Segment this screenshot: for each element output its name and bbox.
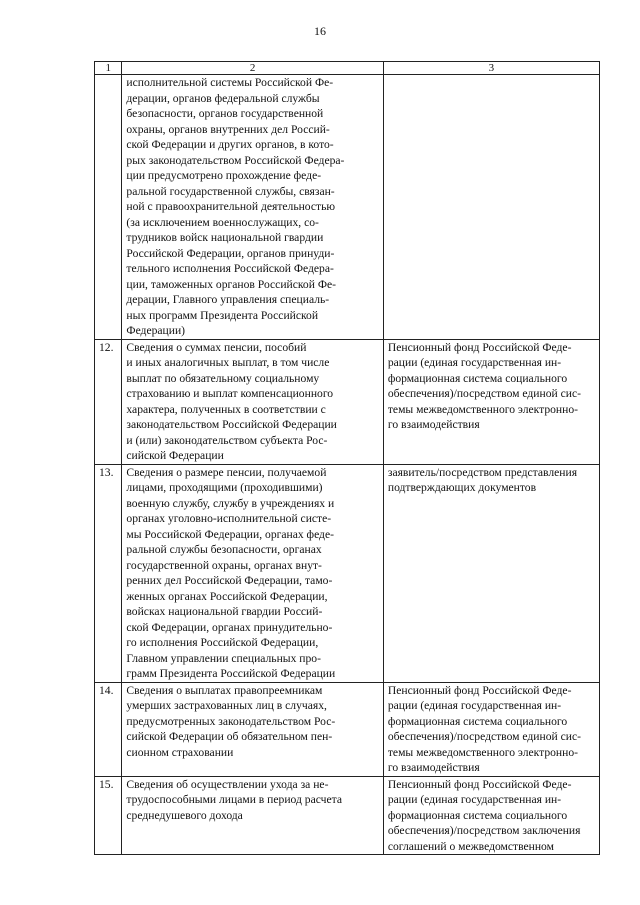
text-line: темы межведомственного электронно- <box>387 745 578 759</box>
document-table <box>94 61 600 855</box>
text-line: дерации, Главного управления специаль- <box>126 293 330 306</box>
text-line: сийской Федерации об обязательном пен- <box>126 730 333 743</box>
header-col-3: 3 <box>383 62 599 75</box>
text-line: Сведения о выплатах правопреемникам <box>126 683 323 697</box>
text-line: ции, таможенных органов Российской Фе- <box>126 277 336 291</box>
text-line: Российской Федерации, органов принуди- <box>126 246 335 260</box>
text-line: органах уголовно-исполнительной систе- <box>126 512 332 525</box>
text-line: ции предусмотрено прохождение феде- <box>126 169 322 182</box>
row-source-cell <box>383 464 599 682</box>
text-line: го взаимодействия <box>387 761 480 774</box>
text-line: страхованию и выплат компенсационного <box>126 387 334 400</box>
text-line: Пенсионный фонд Российской Феде- <box>387 683 572 697</box>
text-line: выплат по обязательному социальному <box>126 371 320 385</box>
text-line: предусмотренных законодательством Рос- <box>126 714 336 728</box>
text-line: Сведения о суммах пенсии, пособий <box>126 340 307 354</box>
text-line: и (или) законодательством субъекта Рос- <box>126 433 328 447</box>
text-line: обеспечения)/посредством единой сис- <box>387 387 581 400</box>
row-information-cell <box>122 682 383 776</box>
text-line: обеспечения)/посредством единой сис- <box>387 730 581 743</box>
table-row <box>95 776 600 855</box>
text-line: характера, полученных в соответствии с <box>126 402 326 416</box>
text-line: рации (единая государственная ин- <box>387 356 562 369</box>
text-line: военную службу, службу в учреждениях и <box>126 496 335 510</box>
text-line: го взаимодействия <box>387 418 480 431</box>
text-line: ных программ Президента Российской <box>126 308 319 322</box>
text-line: темы межведомственного электронно- <box>387 402 578 416</box>
text-line: государственной охраны, органах внут- <box>126 558 322 572</box>
row-number: 13. <box>95 464 122 682</box>
row-source-cell <box>383 75 599 340</box>
text-line: грамм Президента Российской Федерации <box>126 667 336 680</box>
text-line: рых законодательством Российской Федера- <box>126 153 345 167</box>
text-line: лицами, проходящими (проходившими) <box>126 481 323 494</box>
text-line: формационная система социального <box>387 714 568 728</box>
row-number: 12. <box>95 339 122 464</box>
row-number <box>95 75 122 340</box>
text-line: законодательством Российской Федерации <box>126 418 337 431</box>
text-line: тельного исполнения Российской Федера- <box>126 262 334 275</box>
table-row <box>95 464 600 682</box>
text-line: ренних дел Российской Федерации, тамо- <box>126 574 333 587</box>
text-line: ской Федерации, органах принудительно- <box>126 620 333 634</box>
text-line: обеспечения)/посредством заключения <box>387 824 581 837</box>
row-source-cell <box>383 776 599 855</box>
text-line: Федерации) <box>126 324 186 337</box>
text-line: Пенсионный фонд Российской Феде- <box>387 777 572 791</box>
text-line: сийской Федерации <box>126 449 224 462</box>
text-line: ной с правоохранительной деятельностью <box>126 200 336 213</box>
text-line: рации (единая государственная ин- <box>387 793 562 806</box>
text-line: соглашений о межведомственном <box>387 839 554 853</box>
row-information-cell <box>122 464 383 682</box>
text-line: безопасности, органов государственной <box>126 107 324 120</box>
text-line: заявитель/посредством представления <box>387 465 578 479</box>
text-line: трудоспособными лицами в период расчета <box>126 793 342 806</box>
text-line: трудников войск национальной гвардии <box>126 231 324 244</box>
text-line: сионном страховании <box>126 745 234 759</box>
text-line: Пенсионный фонд Российской Феде- <box>387 340 572 354</box>
row-number: 14. <box>95 682 122 776</box>
text-line: и иных аналогичных выплат, в том числе <box>126 356 330 369</box>
table-row <box>95 339 600 464</box>
header-col-1: 1 <box>95 62 122 75</box>
text-line: ральной службы безопасности, органах <box>126 543 322 556</box>
text-line: (за исключением военнослужащих, со- <box>126 215 319 229</box>
text-line: войсках национальной гвардии Россий- <box>126 605 323 618</box>
table-header-row <box>95 62 600 75</box>
text-line: подтверждающих документов <box>387 481 537 494</box>
row-information-cell <box>122 339 383 464</box>
row-information-cell <box>122 75 383 340</box>
text-line: женных органах Российской Федерации, <box>126 589 328 603</box>
row-source-cell <box>383 339 599 464</box>
text-line: дерации, органов федеральной службы <box>126 91 320 105</box>
text-line: мы Российской Федерации, органах феде- <box>126 527 334 541</box>
text-line: ральной государственной службы, связан- <box>126 184 335 198</box>
text-line: исполнительной системы Российской Фе- <box>126 76 334 89</box>
text-line: го исполнения Российской Федерации, <box>126 636 319 649</box>
row-number: 15. <box>95 776 122 855</box>
text-line: рации (единая государственная ин- <box>387 699 562 712</box>
text-line: ской Федерации и других органов, в кото- <box>126 138 334 151</box>
text-line: Сведения о размере пенсии, получаемой <box>126 465 327 479</box>
table-row <box>95 682 600 776</box>
header-col-2: 2 <box>122 62 383 75</box>
text-line: охраны, органов внутренних дел Россий- <box>126 122 330 136</box>
text-line: Сведения об осуществлении ухода за не- <box>126 777 329 791</box>
text-line: формационная система социального <box>387 371 568 385</box>
page-number: 16 <box>314 24 326 38</box>
text-line: умерших застрахованных лиц в случаях, <box>126 699 327 712</box>
text-line: формационная система социального <box>387 808 568 822</box>
row-source-cell <box>383 682 599 776</box>
text-line: среднедушевого дохода <box>126 808 243 822</box>
table-row <box>95 75 600 340</box>
text-line: Главном управлении специальных про- <box>126 651 321 665</box>
row-information-cell <box>122 776 383 855</box>
